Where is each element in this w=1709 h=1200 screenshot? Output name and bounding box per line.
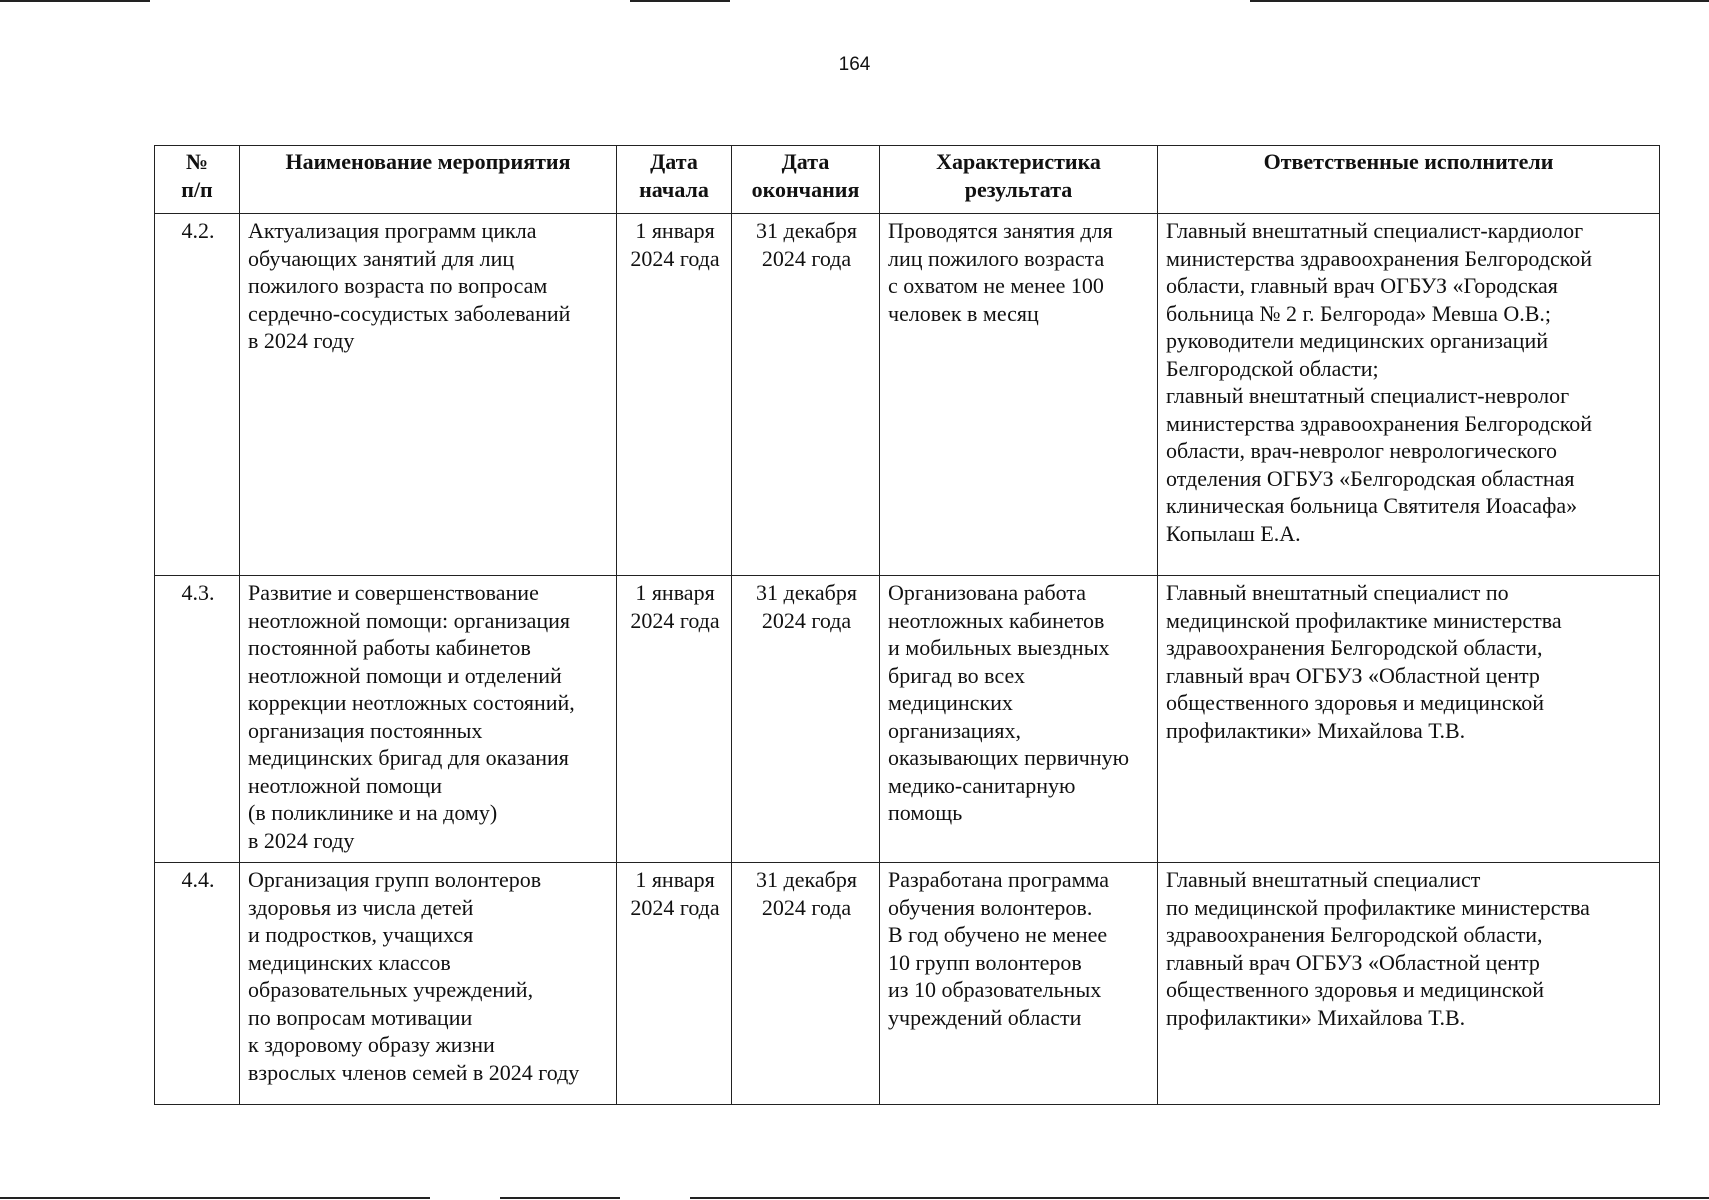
- row-name: Развитие и совершенствование неотложной помощи: организация постоянной работы кабинетов неотложной помощи и отделений коррекции неотложных состояний, организация постоянных медицинских бригад для оказания неотложной помощи (в поликлинике и на дому) в 2024 году: [240, 576, 617, 863]
- header-result: Характеристика результата: [880, 146, 1158, 214]
- header-end-date: Дата окончания: [732, 146, 880, 214]
- row-responsible: Главный внештатный специалист по медицинской профилактике министерства здравоохранения Белгородской области, главный врач ОГБУЗ «Областной центр общественного здоровья и медицинской профилактики» Михайлова Т.В.: [1158, 576, 1660, 863]
- row-num: 4.4.: [155, 863, 240, 1105]
- scan-edge-line: [0, 0, 150, 2]
- header-num: № п/п: [155, 146, 240, 214]
- row-start-date: 1 января 2024 года: [617, 214, 732, 576]
- row-start-date: 1 января 2024 года: [617, 863, 732, 1105]
- header-start-date: Дата начала: [617, 146, 732, 214]
- header-responsible: Ответственные исполнители: [1158, 146, 1660, 214]
- row-result: Организована работа неотложных кабинетов и мобильных выездных бригад во всех медицинских организациях, оказывающих первичную медико-санитарную помощь: [880, 576, 1158, 863]
- header-name: Наименование мероприятия: [240, 146, 617, 214]
- scan-edge-line: [500, 1197, 620, 1199]
- activities-table: [154, 145, 1660, 1105]
- row-end-date: 31 декабря 2024 года: [732, 576, 880, 863]
- row-responsible: Главный внештатный специалист-кардиолог министерства здравоохранения Белгородской области, главный врач ОГБУЗ «Городская больница № 2 г. Белгорода» Мевша О.В.; руководители медицинских организаций Белгородской области; главный внештатный специалист-невролог министерства здравоохранения Белгородской области, врач-невролог неврологического отделения ОГБУЗ «Белгородская областная клиническая больница Святителя Иоасафа» Копылаш Е.А.: [1158, 214, 1660, 576]
- page-number: 164: [838, 54, 871, 75]
- scan-edge-line: [690, 1197, 1709, 1199]
- row-result: Разработана программа обучения волонтеров. В год обучено не менее 10 групп волонтеров из 10 образовательных учреждений области: [880, 863, 1158, 1105]
- table-header-row: [155, 146, 1660, 214]
- row-start-date: 1 января 2024 года: [617, 576, 732, 863]
- table-row: [155, 576, 1660, 863]
- row-result: Проводятся занятия для лиц пожилого возраста с охватом не менее 100 человек в месяц: [880, 214, 1158, 576]
- row-end-date: 31 декабря 2024 года: [732, 863, 880, 1105]
- row-num: 4.2.: [155, 214, 240, 576]
- row-name: Актуализация программ цикла обучающих занятий для лиц пожилого возраста по вопросам сердечно-сосудистых заболеваний в 2024 году: [240, 214, 617, 576]
- row-num: 4.3.: [155, 576, 240, 863]
- table-row: [155, 863, 1660, 1105]
- row-end-date: 31 декабря 2024 года: [732, 214, 880, 576]
- table-row: [155, 214, 1660, 576]
- scan-edge-line: [630, 0, 730, 2]
- row-responsible: Главный внештатный специалист по медицинской профилактике министерства здравоохранения Белгородской области, главный врач ОГБУЗ «Областной центр общественного здоровья и медицинской профилактики» Михайлова Т.В.: [1158, 863, 1660, 1105]
- row-name: Организация групп волонтеров здоровья из числа детей и подростков, учащихся медицинских классов образовательных учреждений, по вопросам мотивации к здоровому образу жизни взрослых членов семей в 2024 году: [240, 863, 617, 1105]
- scan-edge-line: [1250, 0, 1709, 2]
- scan-edge-line: [0, 1197, 430, 1199]
